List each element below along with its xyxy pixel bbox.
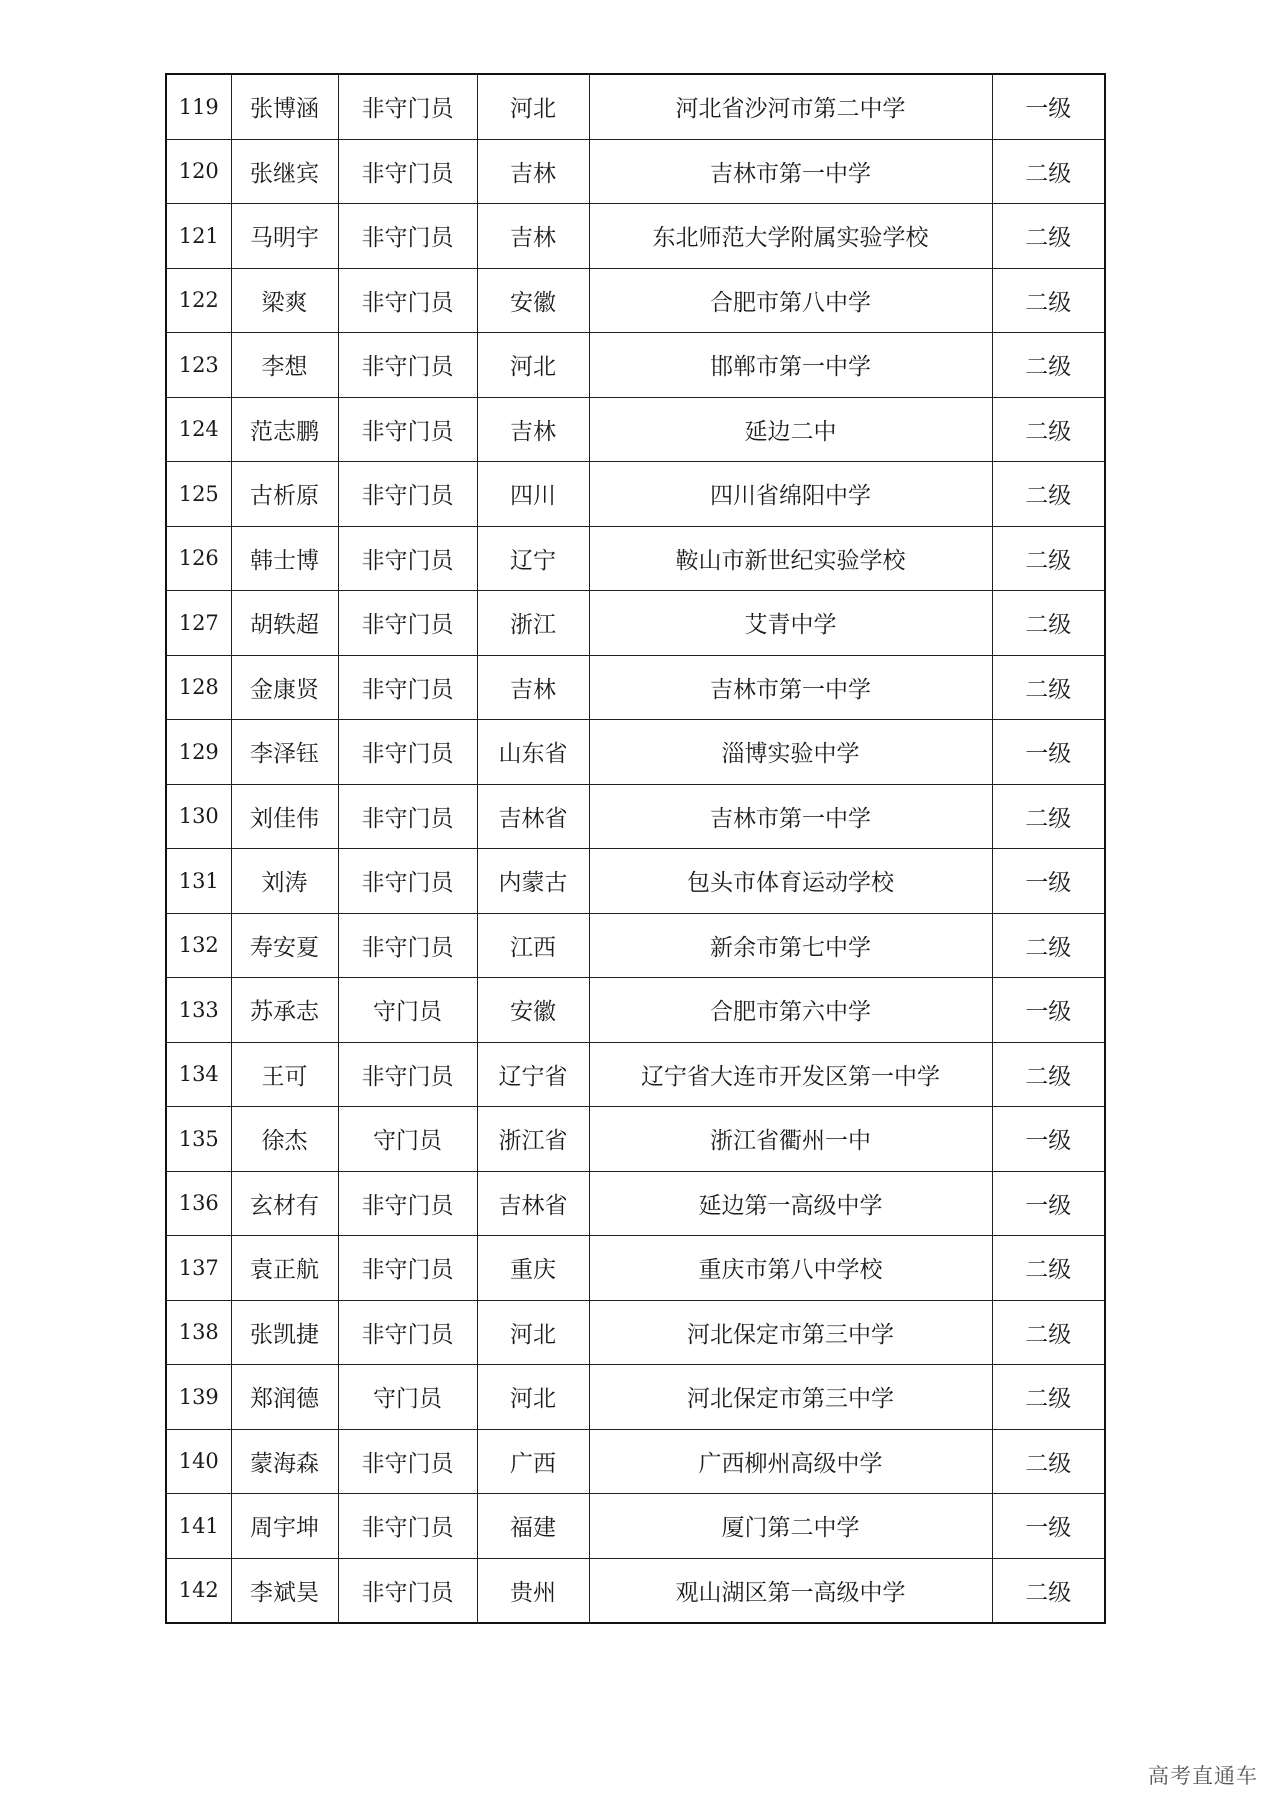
cell-school: 广西柳州高级中学 xyxy=(589,1429,992,1494)
cell-number: 133 xyxy=(166,978,231,1043)
table-row xyxy=(166,204,1105,269)
cell-region: 贵州 xyxy=(477,1558,589,1623)
cell-position: 非守门员 xyxy=(338,1558,477,1623)
cell-region: 吉林 xyxy=(477,397,589,462)
cell-school: 辽宁省大连市开发区第一中学 xyxy=(589,1042,992,1107)
cell-school: 厦门第二中学 xyxy=(589,1494,992,1559)
cell-position: 非守门员 xyxy=(338,849,477,914)
roster-table xyxy=(165,73,1106,1624)
cell-region: 吉林 xyxy=(477,655,589,720)
table-row xyxy=(166,978,1105,1043)
cell-number: 138 xyxy=(166,1300,231,1365)
cell-level: 二级 xyxy=(992,591,1105,656)
cell-position: 非守门员 xyxy=(338,1494,477,1559)
table-row xyxy=(166,1042,1105,1107)
cell-level: 一级 xyxy=(992,720,1105,785)
cell-school: 淄博实验中学 xyxy=(589,720,992,785)
cell-number: 136 xyxy=(166,1171,231,1236)
cell-name: 马明宇 xyxy=(231,204,338,269)
table-row xyxy=(166,849,1105,914)
table-row xyxy=(166,74,1105,139)
cell-position: 非守门员 xyxy=(338,591,477,656)
cell-school: 四川省绵阳中学 xyxy=(589,462,992,527)
cell-level: 二级 xyxy=(992,1236,1105,1301)
cell-position: 非守门员 xyxy=(338,268,477,333)
cell-name: 刘佳伟 xyxy=(231,784,338,849)
table-row xyxy=(166,1107,1105,1172)
cell-name: 李泽钰 xyxy=(231,720,338,785)
cell-school: 浙江省衢州一中 xyxy=(589,1107,992,1172)
cell-number: 122 xyxy=(166,268,231,333)
cell-name: 张继宾 xyxy=(231,139,338,204)
table-row xyxy=(166,1429,1105,1494)
table-row xyxy=(166,913,1105,978)
cell-region: 福建 xyxy=(477,1494,589,1559)
cell-level: 二级 xyxy=(992,1042,1105,1107)
table-row xyxy=(166,268,1105,333)
table-row xyxy=(166,333,1105,398)
table-row xyxy=(166,526,1105,591)
cell-level: 二级 xyxy=(992,1300,1105,1365)
table-row xyxy=(166,591,1105,656)
cell-region: 四川 xyxy=(477,462,589,527)
cell-number: 128 xyxy=(166,655,231,720)
cell-position: 非守门员 xyxy=(338,655,477,720)
cell-school: 延边二中 xyxy=(589,397,992,462)
cell-number: 130 xyxy=(166,784,231,849)
cell-school: 延边第一高级中学 xyxy=(589,1171,992,1236)
cell-region: 江西 xyxy=(477,913,589,978)
cell-region: 河北 xyxy=(477,333,589,398)
cell-level: 二级 xyxy=(992,526,1105,591)
cell-name: 古析原 xyxy=(231,462,338,527)
cell-school: 观山湖区第一高级中学 xyxy=(589,1558,992,1623)
table-row xyxy=(166,139,1105,204)
cell-position: 非守门员 xyxy=(338,1171,477,1236)
cell-number: 139 xyxy=(166,1365,231,1430)
cell-region: 河北 xyxy=(477,74,589,139)
cell-region: 河北 xyxy=(477,1300,589,1365)
cell-region: 广西 xyxy=(477,1429,589,1494)
cell-level: 一级 xyxy=(992,1494,1105,1559)
cell-school: 河北保定市第三中学 xyxy=(589,1365,992,1430)
cell-name: 李想 xyxy=(231,333,338,398)
cell-school: 合肥市第八中学 xyxy=(589,268,992,333)
cell-region: 河北 xyxy=(477,1365,589,1430)
cell-number: 125 xyxy=(166,462,231,527)
table-row xyxy=(166,784,1105,849)
cell-level: 一级 xyxy=(992,74,1105,139)
table-row xyxy=(166,397,1105,462)
cell-region: 辽宁省 xyxy=(477,1042,589,1107)
cell-region: 吉林 xyxy=(477,204,589,269)
watermark-text: 高考直通车 xyxy=(1148,1764,1258,1788)
cell-number: 121 xyxy=(166,204,231,269)
cell-school: 鞍山市新世纪实验学校 xyxy=(589,526,992,591)
cell-school: 新余市第七中学 xyxy=(589,913,992,978)
table-row xyxy=(166,1171,1105,1236)
cell-region: 吉林省 xyxy=(477,784,589,849)
cell-school: 东北师范大学附属实验学校 xyxy=(589,204,992,269)
cell-name: 胡轶超 xyxy=(231,591,338,656)
cell-name: 金康贤 xyxy=(231,655,338,720)
table-row xyxy=(166,1494,1105,1559)
cell-school: 河北保定市第三中学 xyxy=(589,1300,992,1365)
cell-level: 二级 xyxy=(992,204,1105,269)
cell-level: 二级 xyxy=(992,462,1105,527)
cell-name: 袁正航 xyxy=(231,1236,338,1301)
cell-position: 非守门员 xyxy=(338,1429,477,1494)
cell-region: 内蒙古 xyxy=(477,849,589,914)
cell-school: 吉林市第一中学 xyxy=(589,784,992,849)
table-row xyxy=(166,655,1105,720)
cell-position: 非守门员 xyxy=(338,397,477,462)
cell-position: 非守门员 xyxy=(338,333,477,398)
cell-position: 非守门员 xyxy=(338,139,477,204)
cell-school: 吉林市第一中学 xyxy=(589,655,992,720)
cell-level: 二级 xyxy=(992,655,1105,720)
cell-name: 苏承志 xyxy=(231,978,338,1043)
cell-number: 126 xyxy=(166,526,231,591)
cell-number: 127 xyxy=(166,591,231,656)
cell-number: 141 xyxy=(166,1494,231,1559)
cell-position: 非守门员 xyxy=(338,74,477,139)
cell-number: 135 xyxy=(166,1107,231,1172)
cell-position: 非守门员 xyxy=(338,720,477,785)
cell-name: 韩士博 xyxy=(231,526,338,591)
cell-region: 浙江省 xyxy=(477,1107,589,1172)
cell-level: 二级 xyxy=(992,1365,1105,1430)
cell-region: 浙江 xyxy=(477,591,589,656)
cell-region: 重庆 xyxy=(477,1236,589,1301)
cell-level: 二级 xyxy=(992,1558,1105,1623)
cell-name: 周宇坤 xyxy=(231,1494,338,1559)
cell-position: 非守门员 xyxy=(338,1300,477,1365)
cell-number: 129 xyxy=(166,720,231,785)
cell-school: 吉林市第一中学 xyxy=(589,139,992,204)
cell-level: 二级 xyxy=(992,139,1105,204)
cell-position: 非守门员 xyxy=(338,526,477,591)
cell-name: 徐杰 xyxy=(231,1107,338,1172)
cell-level: 二级 xyxy=(992,1429,1105,1494)
table-row xyxy=(166,720,1105,785)
cell-number: 124 xyxy=(166,397,231,462)
table-row xyxy=(166,1558,1105,1623)
cell-name: 玄材有 xyxy=(231,1171,338,1236)
cell-position: 守门员 xyxy=(338,1107,477,1172)
cell-region: 吉林省 xyxy=(477,1171,589,1236)
cell-number: 123 xyxy=(166,333,231,398)
cell-number: 120 xyxy=(166,139,231,204)
cell-school: 邯郸市第一中学 xyxy=(589,333,992,398)
table-row xyxy=(166,1236,1105,1301)
cell-region: 安徽 xyxy=(477,268,589,333)
cell-region: 吉林 xyxy=(477,139,589,204)
cell-level: 一级 xyxy=(992,1107,1105,1172)
cell-position: 非守门员 xyxy=(338,462,477,527)
cell-position: 守门员 xyxy=(338,978,477,1043)
cell-level: 二级 xyxy=(992,397,1105,462)
cell-name: 范志鹏 xyxy=(231,397,338,462)
cell-school: 重庆市第八中学校 xyxy=(589,1236,992,1301)
roster-table-body xyxy=(166,74,1105,1623)
cell-name: 寿安夏 xyxy=(231,913,338,978)
cell-name: 李斌昊 xyxy=(231,1558,338,1623)
cell-number: 119 xyxy=(166,74,231,139)
table-row xyxy=(166,1300,1105,1365)
cell-number: 131 xyxy=(166,849,231,914)
cell-name: 梁爽 xyxy=(231,268,338,333)
cell-position: 非守门员 xyxy=(338,1042,477,1107)
cell-position: 守门员 xyxy=(338,1365,477,1430)
cell-name: 张博涵 xyxy=(231,74,338,139)
cell-position: 非守门员 xyxy=(338,784,477,849)
cell-name: 郑润德 xyxy=(231,1365,338,1430)
cell-school: 合肥市第六中学 xyxy=(589,978,992,1043)
cell-number: 140 xyxy=(166,1429,231,1494)
cell-level: 一级 xyxy=(992,1171,1105,1236)
cell-number: 134 xyxy=(166,1042,231,1107)
cell-number: 132 xyxy=(166,913,231,978)
cell-level: 二级 xyxy=(992,333,1105,398)
cell-school: 包头市体育运动学校 xyxy=(589,849,992,914)
cell-region: 安徽 xyxy=(477,978,589,1043)
table-row xyxy=(166,1365,1105,1430)
cell-level: 一级 xyxy=(992,978,1105,1043)
cell-position: 非守门员 xyxy=(338,913,477,978)
cell-level: 二级 xyxy=(992,784,1105,849)
cell-name: 张凯捷 xyxy=(231,1300,338,1365)
cell-school: 河北省沙河市第二中学 xyxy=(589,74,992,139)
cell-number: 142 xyxy=(166,1558,231,1623)
cell-school: 艾青中学 xyxy=(589,591,992,656)
cell-level: 一级 xyxy=(992,849,1105,914)
cell-region: 山东省 xyxy=(477,720,589,785)
cell-region: 辽宁 xyxy=(477,526,589,591)
cell-level: 二级 xyxy=(992,913,1105,978)
cell-level: 二级 xyxy=(992,268,1105,333)
cell-name: 王可 xyxy=(231,1042,338,1107)
cell-name: 蒙海森 xyxy=(231,1429,338,1494)
cell-number: 137 xyxy=(166,1236,231,1301)
table-row xyxy=(166,462,1105,527)
cell-name: 刘涛 xyxy=(231,849,338,914)
cell-position: 非守门员 xyxy=(338,1236,477,1301)
cell-position: 非守门员 xyxy=(338,204,477,269)
